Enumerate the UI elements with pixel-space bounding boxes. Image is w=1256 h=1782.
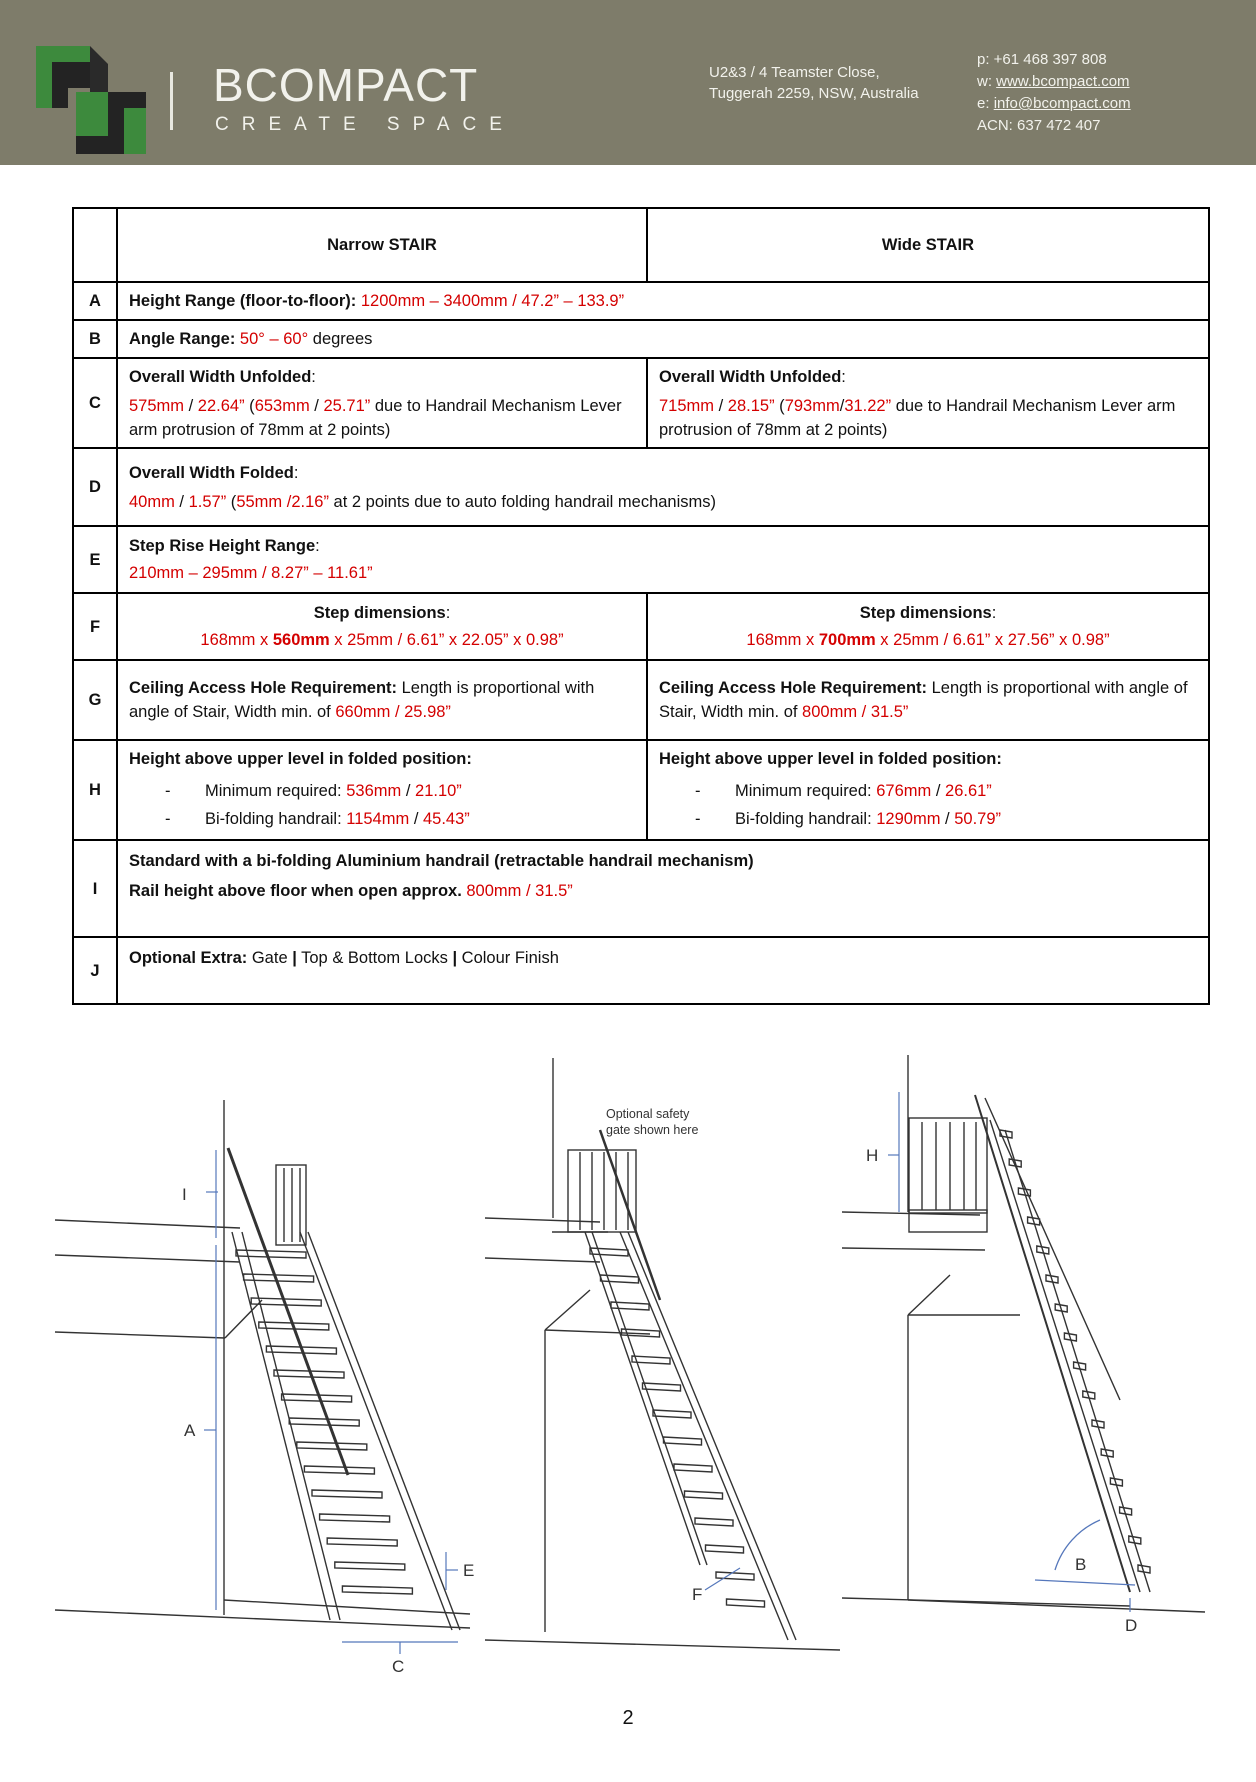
stair-tread: [1138, 1565, 1150, 1573]
stair-tread: [643, 1383, 681, 1391]
height-range-label: Height Range (floor-to-floor):: [129, 292, 357, 310]
stair-tread: [695, 1518, 733, 1526]
row-d: [73, 448, 1209, 526]
stair-tread: [342, 1586, 412, 1594]
stair-tread: [706, 1545, 744, 1553]
narrow-ceiling-hole: Ceiling Access Hole Requirement: Length is proportional with angle of Stair, Width min. of 660mm / 25.98”: [117, 660, 647, 740]
corner-cell: [73, 208, 117, 282]
angle-range-label: Angle Range:: [129, 330, 236, 348]
stair-tread: [653, 1410, 691, 1418]
address-line-2: Tuggerah 2259, NSW, Australia: [709, 85, 919, 102]
website-link[interactable]: www.bcompact.com: [996, 73, 1130, 90]
brand-tagline: CREATE SPACE: [215, 114, 515, 135]
row-letter: H: [73, 740, 117, 840]
email-link[interactable]: info@bcompact.com: [993, 95, 1131, 112]
row-f: [73, 593, 1209, 660]
stair-tread: [282, 1394, 352, 1402]
label-c: C: [392, 1657, 405, 1676]
stair-tread: [685, 1491, 723, 1499]
stair-tread: [304, 1466, 374, 1474]
row-e: [73, 526, 1209, 593]
row-letter: E: [73, 526, 117, 593]
label-e: E: [463, 1561, 475, 1580]
web-prefix: w:: [977, 73, 997, 90]
stair-tread: [632, 1356, 670, 1364]
row-letter: C: [73, 358, 117, 448]
row-letter: G: [73, 660, 117, 740]
stair-tread: [251, 1298, 321, 1306]
stair-tread: [327, 1538, 397, 1546]
width-folded: Overall Width Folded: 40mm / 1.57” (55mm /2.16” at 2 points due to auto folding handrail mechanisms): [117, 448, 1209, 526]
stair-tread: [664, 1437, 702, 1445]
angle-range-suffix: degrees: [308, 330, 373, 348]
row-b: [73, 320, 1209, 358]
stair-tread: [289, 1418, 359, 1426]
unfolded-stair-figure: [55, 1100, 470, 1630]
row-i: [73, 840, 1209, 937]
phone-number: p: +61 468 397 808: [977, 51, 1107, 68]
stair-tread: [320, 1514, 390, 1522]
bcompact-logo-icon: [36, 46, 146, 154]
row-letter: B: [73, 320, 117, 358]
email-prefix: e:: [977, 95, 994, 112]
stair-tread: [312, 1490, 382, 1498]
height-range-value: 1200mm – 3400mm / 47.2” – 133.9”: [356, 292, 625, 310]
row-h: [73, 740, 1209, 840]
row-c: [73, 358, 1209, 448]
contact-info: [977, 49, 1131, 137]
angle-range-value: 50° – 60°: [235, 330, 309, 348]
address-line-1: U2&3 / 4 Teamster Close,: [709, 64, 880, 81]
stair-tread: [297, 1442, 367, 1450]
gate-note-line-1: Optional safety: [606, 1107, 690, 1121]
narrow-width-unfolded: Overall Width Unfolded: 575mm / 22.64” (653mm / 25.71” due to Handrail Mechanism Lever arm protrusion of 78mm at 2 points): [117, 358, 647, 448]
row-letter: A: [73, 282, 117, 320]
label-b: B: [1075, 1555, 1087, 1574]
label-d: D: [1125, 1616, 1138, 1635]
row-a: [73, 282, 1209, 320]
stair-treads: [590, 1248, 765, 1607]
wide-folded-height: Height above upper level in folded position: - Minimum required: 676mm / 26.61” - Bi-folding handrail: 1290mm / 50.79”: [647, 740, 1209, 840]
label-a: A: [184, 1421, 196, 1440]
stair-treads: [236, 1250, 412, 1594]
acn-number: ACN: 637 472 407: [977, 117, 1101, 134]
stair-tread: [590, 1248, 628, 1256]
row-letter: D: [73, 448, 117, 526]
narrow-folded-height: Height above upper level in folded position: - Minimum required: 536mm / 21.10” - Bi-folding handrail: 1154mm / 45.43”: [117, 740, 647, 840]
folded-stair-figure: [842, 1055, 1205, 1612]
narrow-stair-heading: Narrow STAIR: [117, 208, 647, 282]
label-f: F: [692, 1585, 703, 1604]
row-letter: J: [73, 937, 117, 1004]
stair-diagrams: [0, 1050, 1256, 1690]
row-letter: F: [73, 593, 117, 660]
row-j: [73, 937, 1209, 1004]
label-i: I: [182, 1185, 187, 1204]
stair-tread: [274, 1370, 344, 1378]
row-g: [73, 660, 1209, 740]
table-header-row: [73, 208, 1209, 282]
page-number: 2: [622, 1707, 634, 1729]
page-header: [0, 0, 1256, 165]
row-letter: I: [73, 840, 117, 937]
wide-step-dimensions: Step dimensions: 168mm x 700mm x 25mm / 6.61” x 27.56” x 0.98”: [647, 593, 1209, 660]
wide-ceiling-hole: Ceiling Access Hole Requirement: Length is proportional with angle of Stair, Width min. of 800mm / 31.5”: [647, 660, 1209, 740]
specification-table: [72, 207, 1210, 1005]
gate-stair-figure: [485, 1058, 840, 1650]
stair-tread: [727, 1599, 765, 1607]
brand-name: BCOMPACT: [213, 59, 479, 111]
wide-stair-heading: Wide STAIR: [647, 208, 1209, 282]
narrow-step-dimensions: Step dimensions: 168mm x 560mm x 25mm / 6.61” x 22.05” x 0.98”: [117, 593, 647, 660]
step-rise-range: Step Rise Height Range: 210mm – 295mm / 8.27” – 11.61”: [117, 526, 1209, 593]
company-address: [709, 62, 919, 104]
stair-tread: [1101, 1449, 1113, 1457]
optional-extras: Optional Extra: Gate | Top & Bottom Locks | Colour Finish: [117, 937, 1209, 1004]
handrail-info: Standard with a bi-folding Aluminium handrail (retractable handrail mechanism) Rail height above floor when open approx. 800mm / 31.5”: [117, 840, 1209, 937]
gate-note-line-2: gate shown here: [606, 1123, 699, 1137]
stair-tread: [335, 1562, 405, 1570]
stair-tread: [1120, 1507, 1132, 1515]
logo-separator: [170, 72, 173, 130]
wide-width-unfolded: Overall Width Unfolded: 715mm / 28.15” (793mm/31.22” due to Handrail Mechanism Lever arm protrusion of 78mm at 2 points): [647, 358, 1209, 448]
stair-tread: [601, 1275, 639, 1283]
label-h: H: [866, 1146, 879, 1165]
stair-tread: [1129, 1536, 1141, 1544]
stair-tread: [1110, 1478, 1122, 1486]
stair-tread: [674, 1464, 712, 1472]
